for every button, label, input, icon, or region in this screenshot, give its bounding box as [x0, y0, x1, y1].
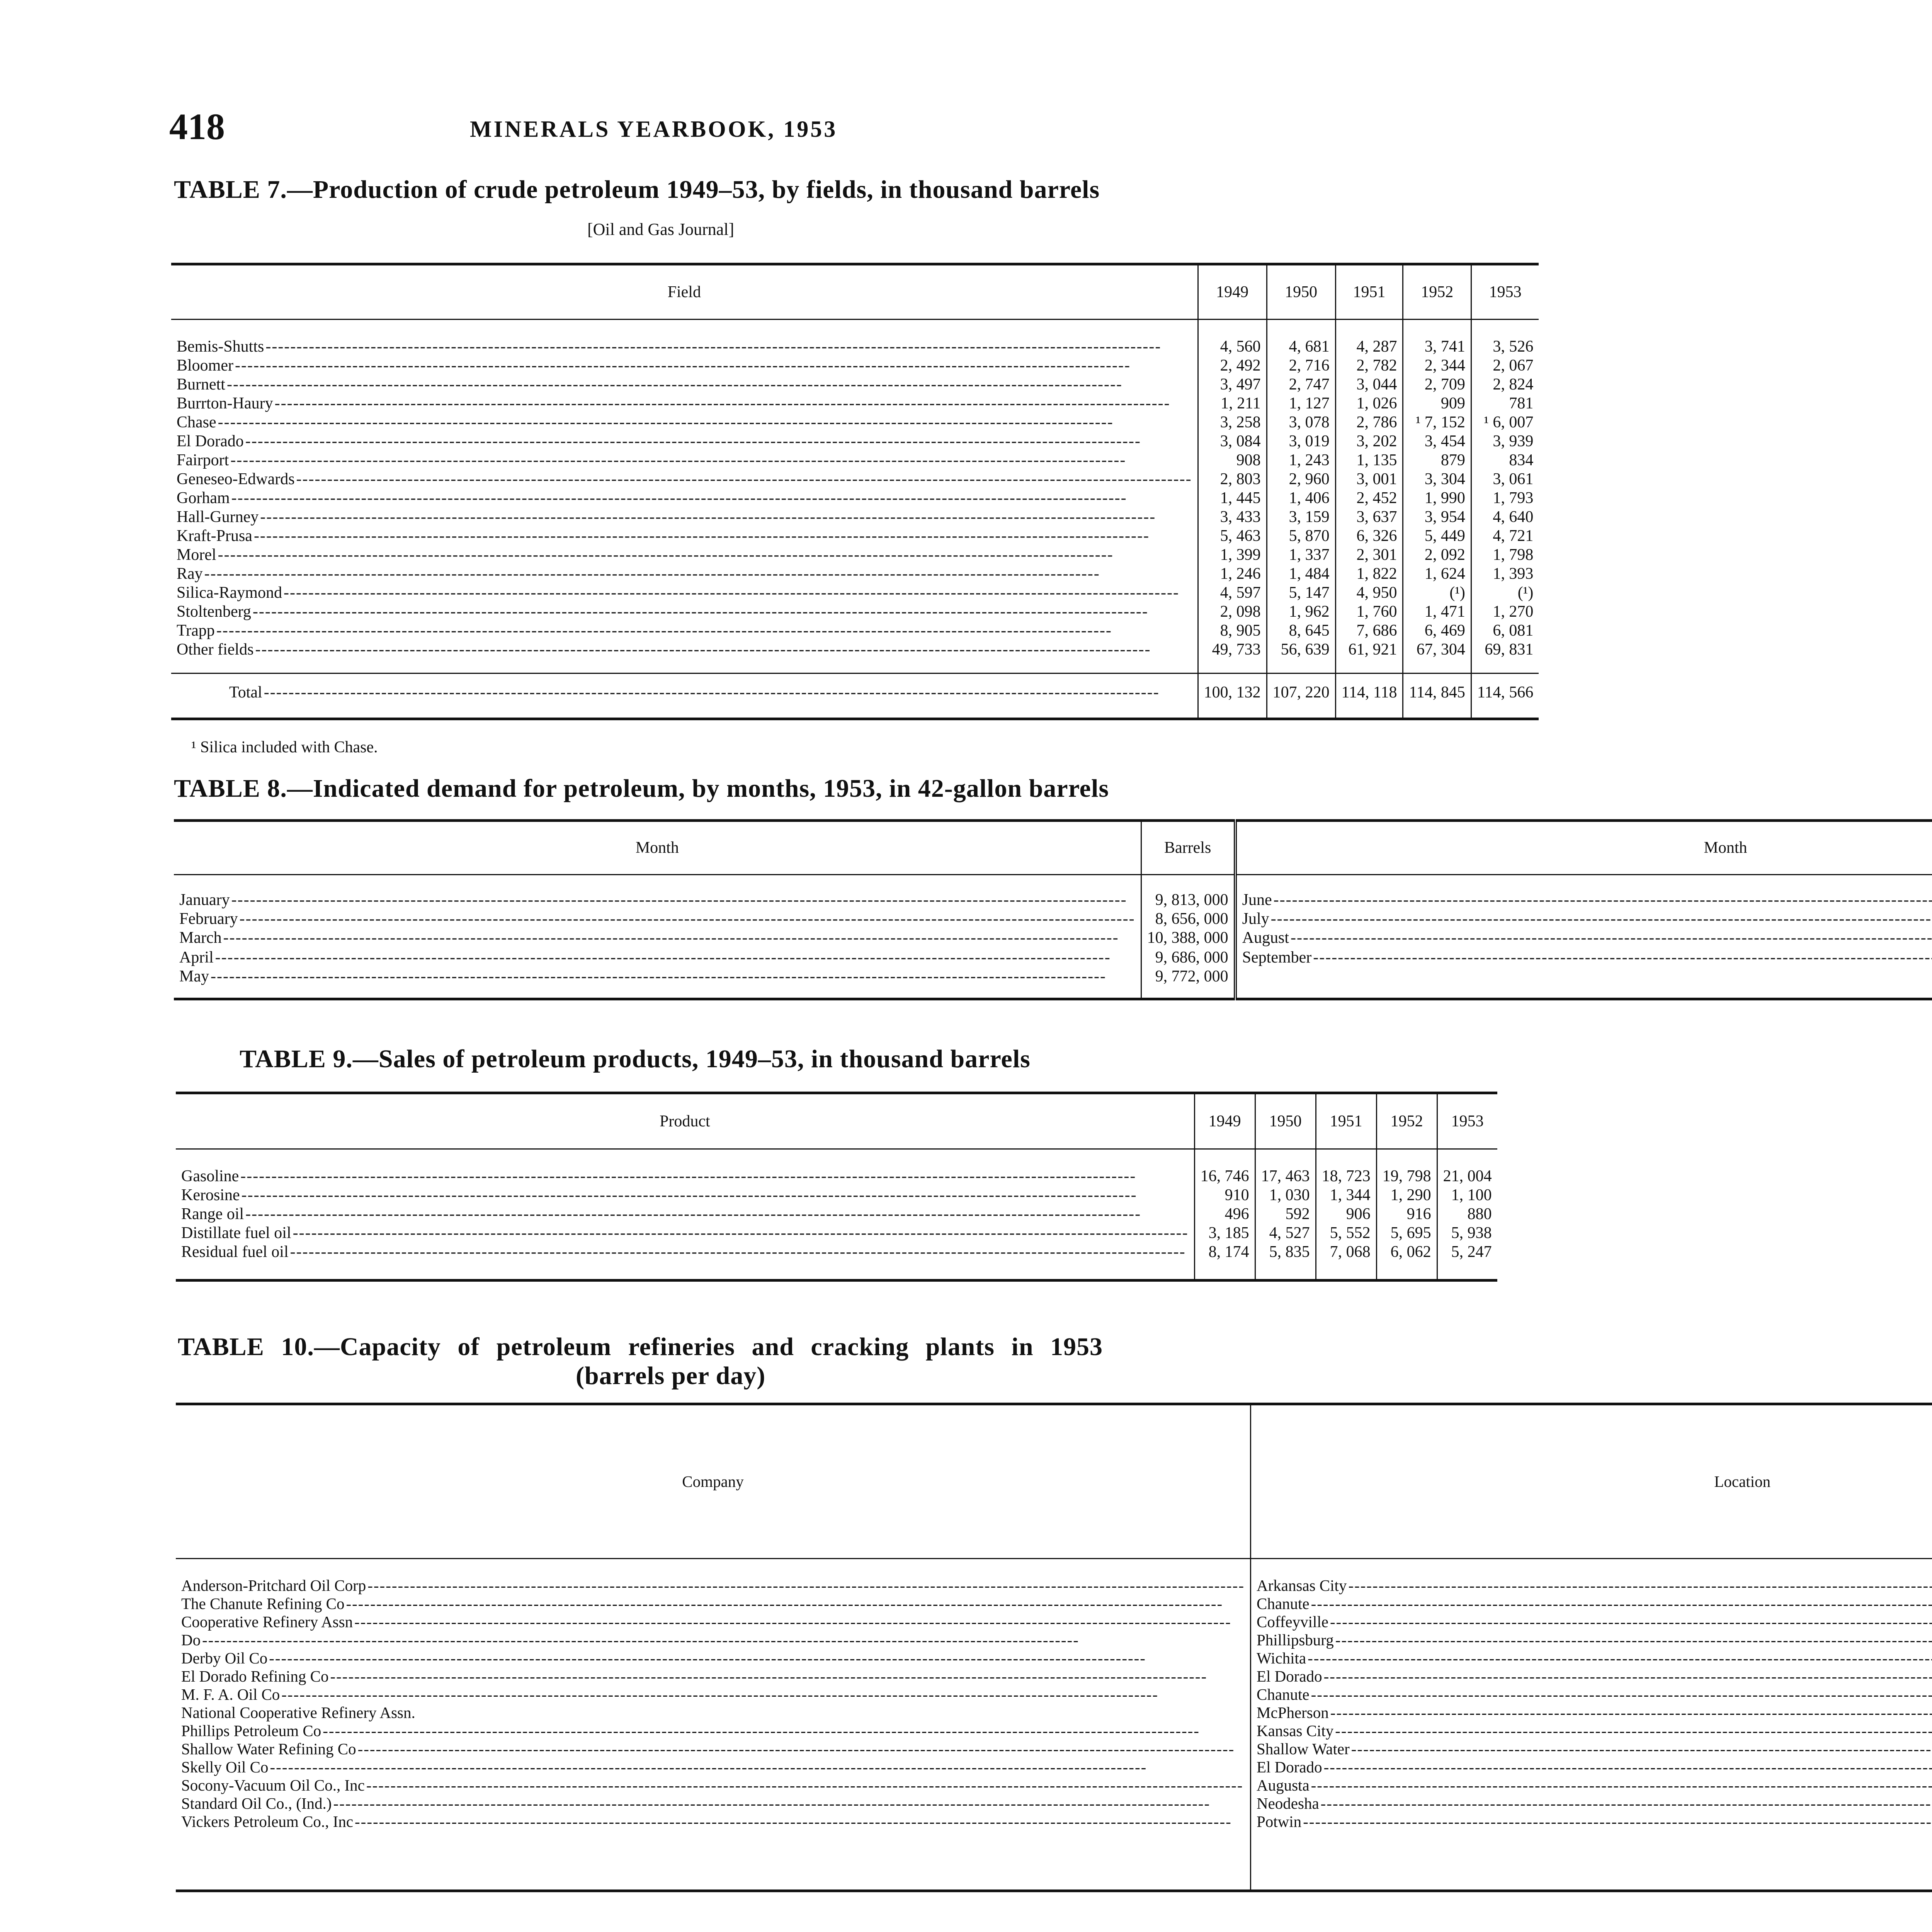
t10-total-blank-company: [176, 1838, 1250, 1891]
t7-value: 6, 326: [1335, 527, 1403, 546]
t10-row: [176, 1776, 1932, 1794]
t7-value: 2, 786: [1335, 413, 1403, 432]
t9-value: 1, 344: [1316, 1186, 1376, 1205]
t8-month: September -----: [1235, 948, 1932, 967]
t7-field-name: Kraft-Prusa -----: [171, 527, 1198, 546]
t7-field-name: Gorham -----: [171, 489, 1198, 508]
t7-row: [171, 565, 1539, 583]
t7-value: 2, 301: [1335, 546, 1403, 565]
t7-row: [171, 375, 1539, 394]
t7-value: 4, 681: [1267, 320, 1335, 357]
t9-head-1950: 1950: [1255, 1093, 1316, 1149]
t7-value: 4, 721: [1493, 527, 1534, 545]
t7-value: 7, 686: [1335, 621, 1403, 640]
t9-value: 21, 004: [1443, 1167, 1492, 1185]
t10-company: Derby Oil Co -----: [176, 1649, 1250, 1667]
t7-field-name: Chase -----: [171, 413, 1198, 432]
t7-field-name: Silica-Raymond -----: [171, 583, 1198, 602]
t7-value: 3, 159: [1267, 508, 1335, 527]
t8-month: July -----: [1235, 910, 1932, 929]
t7-row: [171, 413, 1539, 432]
t7-value: 2, 782: [1335, 356, 1403, 375]
t8-barrels: 9, 813, 000: [1141, 875, 1235, 910]
t7-value: 1, 798: [1493, 546, 1534, 564]
t7-value: 1, 962: [1267, 602, 1335, 621]
t7-value: 3, 433: [1198, 508, 1267, 527]
t7-value: 2, 960: [1267, 470, 1335, 489]
t9-value: 496: [1194, 1205, 1255, 1224]
t10-head-company: Company: [176, 1404, 1250, 1559]
t8-row: [174, 929, 1932, 948]
t10-row: [176, 1794, 1932, 1813]
t9-value: 19, 798: [1376, 1149, 1437, 1186]
t7-value: 4, 950: [1335, 583, 1403, 602]
t7-total-row: [171, 673, 1539, 719]
t7-value: ¹ 6, 007: [1484, 413, 1534, 431]
t7-value: 1, 393: [1493, 565, 1534, 583]
t10-company: Cooperative Refinery Assn -----: [176, 1613, 1250, 1631]
running-head: MINERALS YEARBOOK, 1953: [470, 116, 838, 142]
t9-value: 3, 185: [1194, 1224, 1255, 1243]
t7-value: 6, 469: [1403, 621, 1471, 640]
t7-value: 3, 304: [1403, 470, 1471, 489]
table10: [176, 1403, 1932, 1892]
t9-row: [176, 1205, 1497, 1224]
t7-field-name: Other fields -----: [171, 640, 1198, 673]
t9-head-1949: 1949: [1194, 1093, 1255, 1149]
t9-head-1951: 1951: [1316, 1093, 1376, 1149]
t7-field-name: Stoltenberg -----: [171, 602, 1198, 621]
t7-value: 3, 526: [1493, 338, 1534, 355]
t7-row: [171, 489, 1539, 508]
t7-value: 1, 246: [1198, 565, 1267, 583]
t10-total-row: [176, 1838, 1932, 1891]
t7-field-name: Morel -----: [171, 546, 1198, 565]
t10-row: [176, 1685, 1932, 1704]
table8-title: TABLE 8.—Indicated demand for petroleum, by months, 1953, in 42-gallon barrels: [174, 774, 1109, 803]
t7-total-value: 107, 220: [1267, 673, 1335, 719]
t8-barrels: 8, 656, 000: [1141, 910, 1235, 929]
t9-value: 880: [1467, 1205, 1492, 1223]
t9-head-1952: 1952: [1376, 1093, 1437, 1149]
t10-row: [176, 1722, 1932, 1740]
t7-field-name: Trapp -----: [171, 621, 1198, 640]
t10-company: Phillips Petroleum Co -----: [176, 1722, 1250, 1740]
t10-row: [176, 1595, 1932, 1613]
t9-value: 8, 174: [1194, 1243, 1255, 1281]
t9-value: 1, 290: [1376, 1186, 1437, 1205]
t10-location: Kansas City -----: [1250, 1722, 1932, 1740]
t7-value: 4, 560: [1198, 320, 1267, 357]
t7-row: [171, 356, 1539, 375]
t7-field-name: Fairport -----: [171, 451, 1198, 470]
t8-month: June -----: [1235, 875, 1932, 910]
t7-value: 4, 597: [1198, 583, 1267, 602]
t7-value: 1, 127: [1267, 394, 1335, 413]
t10-location: Potwin -----: [1250, 1813, 1932, 1838]
t7-field-name: Burnett -----: [171, 375, 1198, 394]
t10-row: [176, 1667, 1932, 1685]
t7-value: 1, 135: [1335, 451, 1403, 470]
t10-head-location: Location: [1250, 1404, 1932, 1559]
t9-row: [176, 1186, 1497, 1205]
t9-product: Kerosine -----: [176, 1186, 1194, 1205]
t8-barrels: 9, 686, 000: [1141, 948, 1235, 967]
t9-value: 7, 068: [1316, 1243, 1376, 1281]
table10-title: TABLE 10.—Capacity of petroleum refineries and cracking plants in 1953: [178, 1333, 1103, 1361]
t7-value: 1, 484: [1267, 565, 1335, 583]
t8-row: [174, 967, 1932, 999]
t8-head-month-2: Month: [1235, 821, 1932, 875]
t10-row: [176, 1813, 1932, 1838]
t7-value: 2, 067: [1493, 357, 1534, 374]
t9-value: 5, 938: [1451, 1224, 1492, 1242]
t9-value: 16, 746: [1194, 1149, 1255, 1186]
t7-value: 2, 824: [1493, 376, 1534, 393]
t7-row: [171, 432, 1539, 451]
t7-value: 2, 492: [1198, 356, 1267, 375]
t10-company: El Dorado Refining Co -----: [176, 1667, 1250, 1685]
t9-head-product: Product: [176, 1093, 1194, 1149]
page-number: 418: [169, 106, 225, 147]
t7-value: 8, 645: [1267, 621, 1335, 640]
t8-head-month-1: Month: [174, 821, 1141, 875]
table7-title: TABLE 7.—Production of crude petroleum 1949–53, by fields, in thousand barrels: [174, 175, 1100, 204]
t7-row: [171, 470, 1539, 489]
t7-value: 5, 463: [1198, 527, 1267, 546]
table9: [176, 1092, 1497, 1282]
t7-value: 1, 624: [1403, 565, 1471, 583]
t7-value: 3, 939: [1493, 432, 1534, 450]
t7-value: 3, 078: [1267, 413, 1335, 432]
t10-location: Shallow Water -----: [1250, 1740, 1932, 1758]
t9-value: 592: [1255, 1205, 1316, 1224]
t7-row: [171, 508, 1539, 527]
t7-value: 1, 822: [1335, 565, 1403, 583]
t9-value: 5, 552: [1316, 1224, 1376, 1243]
t7-field-name: Bemis-Shutts -----: [171, 320, 1198, 357]
t7-value: 3, 637: [1335, 508, 1403, 527]
t7-row: [171, 640, 1539, 673]
t7-field-name: Geneseo-Edwards -----: [171, 470, 1198, 489]
t7-value: 67, 304: [1403, 640, 1471, 673]
t7-value: (¹): [1517, 584, 1534, 602]
t7-value: 908: [1198, 451, 1267, 470]
t9-value: 17, 463: [1255, 1149, 1316, 1186]
t10-company: Standard Oil Co., (Ind.) -----: [176, 1794, 1250, 1813]
t8-row: [174, 948, 1932, 967]
t9-product: Distillate fuel oil -----: [176, 1224, 1194, 1243]
table7-source: [Oil and Gas Journal]: [587, 220, 735, 239]
t10-total-blank-location: [1250, 1838, 1932, 1891]
t10-company: Do -----: [176, 1631, 1250, 1649]
table9-title: TABLE 9.—Sales of petroleum products, 1949–53, in thousand barrels: [240, 1045, 1031, 1073]
t10-location: Wichita -----: [1250, 1649, 1932, 1667]
t10-row: [176, 1613, 1932, 1631]
t7-value: 1, 270: [1493, 603, 1534, 621]
t8-month: January -----: [174, 875, 1141, 910]
t7-value: 2, 716: [1267, 356, 1335, 375]
t10-row: [176, 1631, 1932, 1649]
t7-value: 5, 870: [1267, 527, 1335, 546]
t7-value: 2, 747: [1267, 375, 1335, 394]
t7-value: 2, 452: [1335, 489, 1403, 508]
t7-field-name: El Dorado -----: [171, 432, 1198, 451]
t7-total-value: 114, 845: [1403, 673, 1471, 719]
t7-row: [171, 320, 1539, 357]
t10-location: Augusta -----: [1250, 1776, 1932, 1794]
t7-value: 4, 640: [1493, 508, 1534, 526]
t9-product: Range oil -----: [176, 1205, 1194, 1224]
t7-row: [171, 546, 1539, 565]
table10-subtitle: (barrels per day): [576, 1362, 766, 1390]
t7-value: (¹): [1403, 583, 1471, 602]
t7-head-field: Field: [171, 264, 1198, 320]
t9-head-1953: 1953: [1451, 1112, 1484, 1130]
t9-value: 910: [1194, 1186, 1255, 1205]
t10-row: [176, 1704, 1932, 1722]
t10-location: Chanute -----: [1250, 1595, 1932, 1613]
table7: [171, 263, 1539, 720]
t8-month: May -----: [174, 967, 1141, 999]
t7-row: [171, 621, 1539, 640]
t7-value: 1, 990: [1403, 489, 1471, 508]
t8-barrels: 9, 772, 000: [1141, 967, 1235, 999]
t10-company: Vickers Petroleum Co., Inc -----: [176, 1813, 1250, 1838]
t10-location: Neodesha -----: [1250, 1794, 1932, 1813]
t7-value: 909: [1403, 394, 1471, 413]
t9-value: 916: [1376, 1205, 1437, 1224]
t7-value: 1, 211: [1198, 394, 1267, 413]
t7-value: 2, 092: [1403, 546, 1471, 565]
t7-head-1952: 1952: [1403, 264, 1471, 320]
t7-value: 3, 497: [1198, 375, 1267, 394]
t10-company: The Chanute Refining Co -----: [176, 1595, 1250, 1613]
t7-value: 4, 287: [1335, 320, 1403, 357]
t7-value: 69, 831: [1485, 641, 1534, 658]
t10-row: [176, 1740, 1932, 1758]
t9-value: 18, 723: [1316, 1149, 1376, 1186]
t9-row: [176, 1224, 1497, 1243]
t9-value: 5, 695: [1376, 1224, 1437, 1243]
t9-product: Residual fuel oil -----: [176, 1243, 1194, 1281]
t7-value: 1, 399: [1198, 546, 1267, 565]
t7-value: 1, 793: [1493, 489, 1534, 507]
t7-value: 61, 921: [1335, 640, 1403, 673]
t7-value: 1, 471: [1403, 602, 1471, 621]
t7-total-value: 114, 566: [1471, 673, 1539, 719]
t7-row: [171, 451, 1539, 470]
t7-value: 3, 044: [1335, 375, 1403, 394]
t7-value: ¹ 7, 152: [1403, 413, 1471, 432]
t7-total-value: 100, 132: [1198, 673, 1267, 719]
t7-head-1949: 1949: [1198, 264, 1267, 320]
t9-value: 1, 100: [1451, 1186, 1492, 1204]
t7-value: 1, 337: [1267, 546, 1335, 565]
t8-month: [1235, 967, 1932, 999]
t7-value: 2, 803: [1198, 470, 1267, 489]
t8-barrels: 10, 388, 000: [1141, 929, 1235, 948]
t7-value: 5, 147: [1267, 583, 1335, 602]
t7-value: 2, 709: [1403, 375, 1471, 394]
t9-row: [176, 1149, 1497, 1186]
t10-location: Coffeyville -----: [1250, 1613, 1932, 1631]
t7-total-value: 114, 118: [1335, 673, 1403, 719]
t8-month: February -----: [174, 910, 1141, 929]
t7-row: [171, 583, 1539, 602]
t8-month: August -----: [1235, 929, 1932, 948]
t9-value: 5, 247: [1451, 1243, 1492, 1261]
t7-field-name: Hall-Gurney -----: [171, 508, 1198, 527]
t7-value: 3, 202: [1335, 432, 1403, 451]
t9-value: 6, 062: [1376, 1243, 1437, 1281]
t7-value: 1, 243: [1267, 451, 1335, 470]
t10-company: Socony-Vacuum Oil Co., Inc -----: [176, 1776, 1250, 1794]
t10-row: [176, 1758, 1932, 1776]
t7-value: 3, 019: [1267, 432, 1335, 451]
t7-value: 781: [1509, 395, 1534, 412]
t7-field-name: Burrton-Haury -----: [171, 394, 1198, 413]
t9-value: 906: [1316, 1205, 1376, 1224]
t10-location: Arkansas City -----: [1250, 1559, 1932, 1595]
t7-row: [171, 394, 1539, 413]
t7-value: 3, 741: [1403, 320, 1471, 357]
t10-location: El Dorado -----: [1250, 1667, 1932, 1685]
t7-field-name: Bloomer -----: [171, 356, 1198, 375]
t10-company: Anderson-Pritchard Oil Corp -----: [176, 1559, 1250, 1595]
t7-value: 8, 905: [1198, 621, 1267, 640]
t7-row: [171, 602, 1539, 621]
t10-location: Phillipsburg -----: [1250, 1631, 1932, 1649]
t7-row: [171, 527, 1539, 546]
t7-value: 6, 081: [1493, 622, 1534, 639]
t7-head-1950: 1950: [1267, 264, 1335, 320]
table7-footnote: ¹ Silica included with Chase.: [191, 738, 378, 756]
t7-value: 3, 084: [1198, 432, 1267, 451]
t8-month: March -----: [174, 929, 1141, 948]
t10-company: Skelly Oil Co -----: [176, 1758, 1250, 1776]
t10-location: El Dorado -----: [1250, 1758, 1932, 1776]
t7-value: 5, 449: [1403, 527, 1471, 546]
t7-value: 3, 954: [1403, 508, 1471, 527]
t10-company: National Cooperative Refinery Assn.: [176, 1704, 1250, 1722]
t9-value: 1, 030: [1255, 1186, 1316, 1205]
t7-total-label: Total -----: [171, 673, 1198, 719]
t8-month: April -----: [174, 948, 1141, 967]
t7-value: 834: [1509, 451, 1534, 469]
t7-value: 3, 001: [1335, 470, 1403, 489]
t8-head-barrels-1: Barrels: [1141, 821, 1235, 875]
t7-value: 56, 639: [1267, 640, 1335, 673]
t7-value: 3, 061: [1493, 470, 1534, 488]
t9-value: 4, 527: [1255, 1224, 1316, 1243]
t7-head-1951: 1951: [1335, 264, 1403, 320]
t10-company: Shallow Water Refining Co -----: [176, 1740, 1250, 1758]
table8: [174, 819, 1932, 1000]
t9-row: [176, 1243, 1497, 1281]
t10-location: Chanute -----: [1250, 1685, 1932, 1704]
t7-value: 1, 026: [1335, 394, 1403, 413]
t10-row: [176, 1649, 1932, 1667]
t7-value: 3, 258: [1198, 413, 1267, 432]
t7-field-name: Ray -----: [171, 565, 1198, 583]
t8-row: [174, 875, 1932, 910]
t7-value: 2, 098: [1198, 602, 1267, 621]
t7-value: 2, 344: [1403, 356, 1471, 375]
t7-value: 3, 454: [1403, 432, 1471, 451]
t9-product: Gasoline -----: [176, 1149, 1194, 1186]
t7-head-1953: 1953: [1489, 283, 1522, 301]
t7-value: 1, 445: [1198, 489, 1267, 508]
t7-value: 49, 733: [1198, 640, 1267, 673]
t8-row: [174, 910, 1932, 929]
t7-value: 1, 406: [1267, 489, 1335, 508]
t10-company: M. F. A. Oil Co -----: [176, 1685, 1250, 1704]
t7-value: 1, 760: [1335, 602, 1403, 621]
t10-location: McPherson -----: [1250, 1704, 1932, 1722]
t7-value: 879: [1403, 451, 1471, 470]
t9-value: 5, 835: [1255, 1243, 1316, 1281]
t10-row: [176, 1559, 1932, 1595]
